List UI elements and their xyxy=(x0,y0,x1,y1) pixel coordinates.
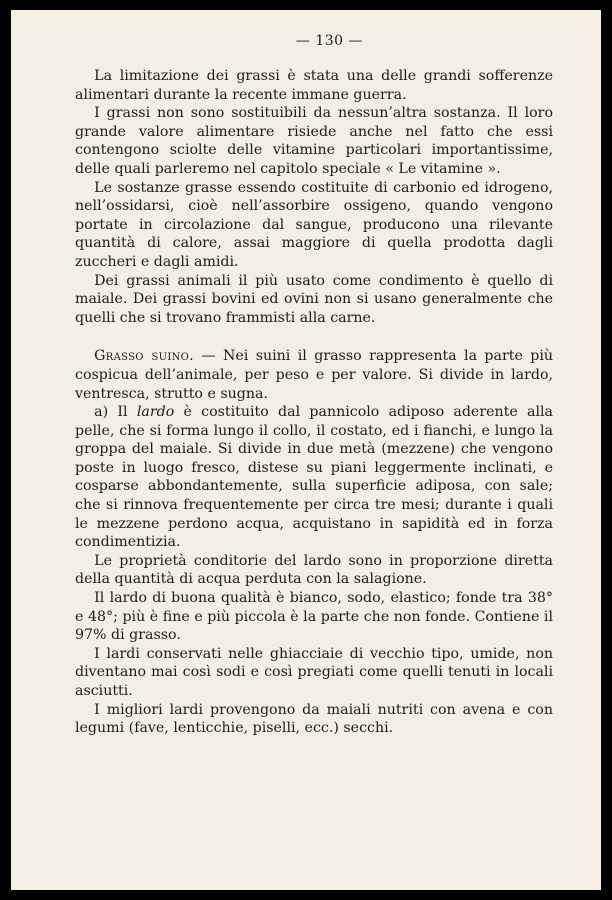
section-intro-text: — Nei suini il grasso rappresenta la parte più cospicua dell’animale, per peso e per valore. Si divide in lardo, ventresca, strutto e sugna. xyxy=(75,348,554,402)
paragraph: Dei grassi animali il più usato come condimento è quello di maiale. Dei grassi bovini ed ovini non si usano generalmente che quelli che si trovano frammisti alla carne. xyxy=(75,272,553,326)
lardo-text: è costituito dal pannicolo adiposo aderente alla pelle, che si forma lungo il collo, il costato, ed i fianchi, e lungo la groppa del maiale. Si divide in due metà (mezzene) che vengono poste in luogo fresco, distese su piani leggermente inclinati, e cosparse abbondantemente, sulla superficie adiposa, con sale; che si rinnova frequentemente per circa tre mesi; durante i quali le mezzene perdono acqua, acquistano in sapidità ed in forza condimentizia. xyxy=(75,404,553,551)
page-number: — 130 — xyxy=(295,33,363,49)
section-heading: Grasso suino. xyxy=(94,348,194,365)
lardo-paragraph xyxy=(75,403,553,552)
paragraph: Le proprietà conditorie del lardo sono in proporzione diretta della quantità di acqua perduta con la salagione. xyxy=(75,552,553,588)
book-page xyxy=(11,10,601,890)
paragraph: Il lardo di buona qualità è bianco, sodo, elastico; fonde tra 38° e 48°; più è fine e più piccola è la parte che non fonde. Contiene il 97% di grasso. xyxy=(75,590,553,644)
lardo-prefix: a) Il xyxy=(94,404,137,421)
paragraph: La limitazione dei grassi è stata una delle grandi sofferenze alimentari durante la recente immane guerra. xyxy=(75,68,553,103)
paragraph: I grassi non sono sostituibili da nessun’altra sostanza. Il loro grande valore alimentare risiede anche nel fatto che essi contengono sciolte delle vitamine particolari importantissime, delle quali parleremo nel capitolo speciale « Le vitamine ». xyxy=(75,105,553,177)
section-intro xyxy=(75,347,553,403)
section-spacer xyxy=(75,327,553,347)
paragraph: I lardi conservati nelle ghiacciaie di vecchio tipo, umide, non diventano mai così sodi e così pregiati come quelli tenuti in locali asciutti. xyxy=(75,645,553,699)
body-text xyxy=(75,67,553,738)
paragraph: Le sostanze grasse essendo costituite di carbonio ed idrogeno, nell’ossidarsi, cioè nell’assorbire ossigeno, quando vengono portate in circolazione dal sangue, producono una rilevante quantità di calore, assai maggiore di quella prodotta dagli zuccheri e dagli amidi. xyxy=(75,179,553,270)
lardo-term: lardo xyxy=(136,404,175,421)
paragraph: I migliori lardi provengono da maiali nutriti con avena e con legumi (fave, lenticchie, piselli, ecc.) secchi. xyxy=(75,701,553,737)
